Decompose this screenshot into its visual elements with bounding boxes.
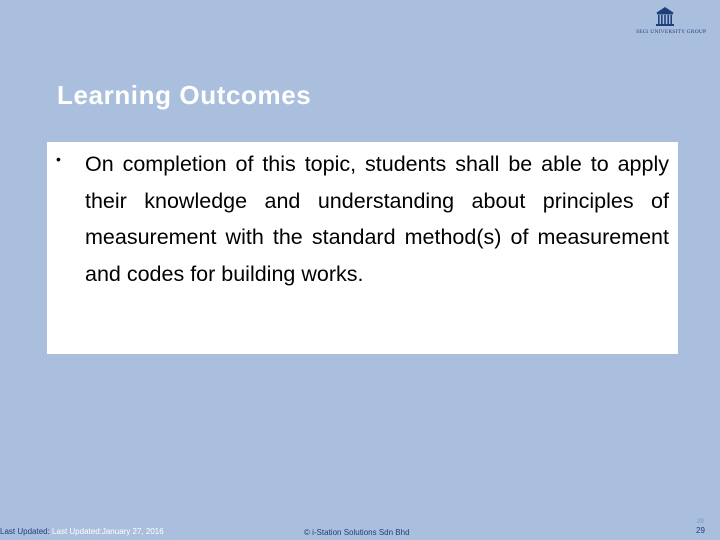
last-updated-label: Last Updated: — [0, 527, 50, 536]
page-number-faint: 29 — [697, 519, 704, 525]
logo-text: SEGi UNIVERSITY GROUP — [636, 29, 707, 35]
page-number: 29 — [696, 526, 705, 535]
bullet-marker: • — [56, 151, 61, 167]
footer-copyright: © i-Station Solutions Sdn Bhd — [304, 528, 410, 537]
last-updated-value: Last Updated:January 27, 2016 — [52, 527, 164, 536]
university-logo — [636, 6, 707, 38]
footer-last-updated — [0, 527, 164, 536]
learning-outcome-text: On completion of this topic, students shall be able to apply their knowledge and understanding about principles of measurement with the standard method(s) of measurement and codes for building works. — [85, 152, 669, 286]
slide-title: Learning Outcomes — [57, 80, 312, 110]
university-building-icon — [636, 6, 694, 28]
